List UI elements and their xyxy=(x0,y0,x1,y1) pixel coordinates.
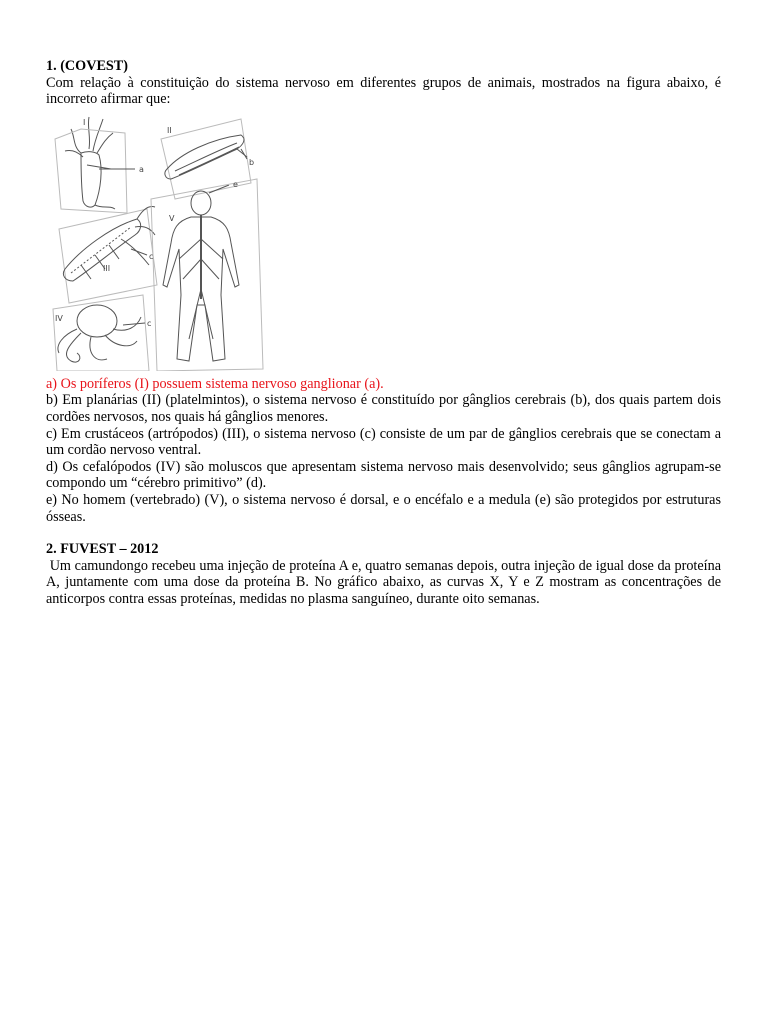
figure-label-e: e xyxy=(233,179,238,189)
option-e: e) No homem (vertebrado) (V), o sistema nervoso é dorsal, e o encéfalo e a medula (e) são protegidos por estruturas ósseas. xyxy=(46,491,721,525)
figure-label-I: I xyxy=(83,117,86,127)
option-c: c) Em crustáceos (artrópodos) (III), o sistema nervoso (c) consiste de um par de gânglios cerebrais que se conectam a um cordão nervoso ventral. xyxy=(46,425,721,459)
octopus-drawing xyxy=(53,295,152,371)
document-page xyxy=(46,58,725,608)
crustacean-drawing xyxy=(59,206,157,303)
figure-label-III: III xyxy=(103,263,111,273)
question-2-title: 2. FUVEST – 2012 xyxy=(46,541,159,558)
hydra-drawing xyxy=(55,117,127,213)
figure-label-IV: IV xyxy=(55,313,63,323)
option-a: a) Os poríferos (I) possuem sistema nervoso ganglionar (a). xyxy=(46,375,384,392)
figure-label-b: b xyxy=(249,157,255,167)
figure-label-V: V xyxy=(169,213,175,223)
figure-label-c-octopus: c xyxy=(147,318,152,328)
figure-label-c-crustacean: c xyxy=(149,251,154,261)
question-1-title: 1. (COVEST) xyxy=(46,58,128,74)
nervous-systems-illustration xyxy=(51,109,271,371)
nervous-systems-figure xyxy=(51,109,271,371)
figure-label-II: II xyxy=(167,125,172,135)
question-1-intro: Com relação à constituição do sistema nervoso em diferentes grupos de animais, mostrados na figura abaixo, é incorreto afirmar que: xyxy=(46,74,721,108)
option-d: d) Os cefalópodos (IV) são moluscos que apresentam sistema nervoso mais desenvolvido; seus gânglios agrupam-se compondo um “cérebro primitivo” (d). xyxy=(46,458,721,492)
question-2-text: Um camundongo recebeu uma injeção de proteína A e, quatro semanas depois, outra injeção de igual dose da proteína A, juntamente com uma dose da proteína B. No gráfico abaixo, as curvas X, Y e Z mostram as concentrações de anticorpos contra essas proteínas, medidas no plasma sanguíneo, durante oito semanas. xyxy=(46,557,725,607)
option-b: b) Em planárias (II) (platelmintos), o sistema nervoso é constituído por gânglios cerebrais (b), dos quais partem dois cordões nervosos, nos quais há gânglios menores. xyxy=(46,392,721,425)
human-drawing xyxy=(151,179,263,371)
figure-label-a: a xyxy=(139,164,144,174)
